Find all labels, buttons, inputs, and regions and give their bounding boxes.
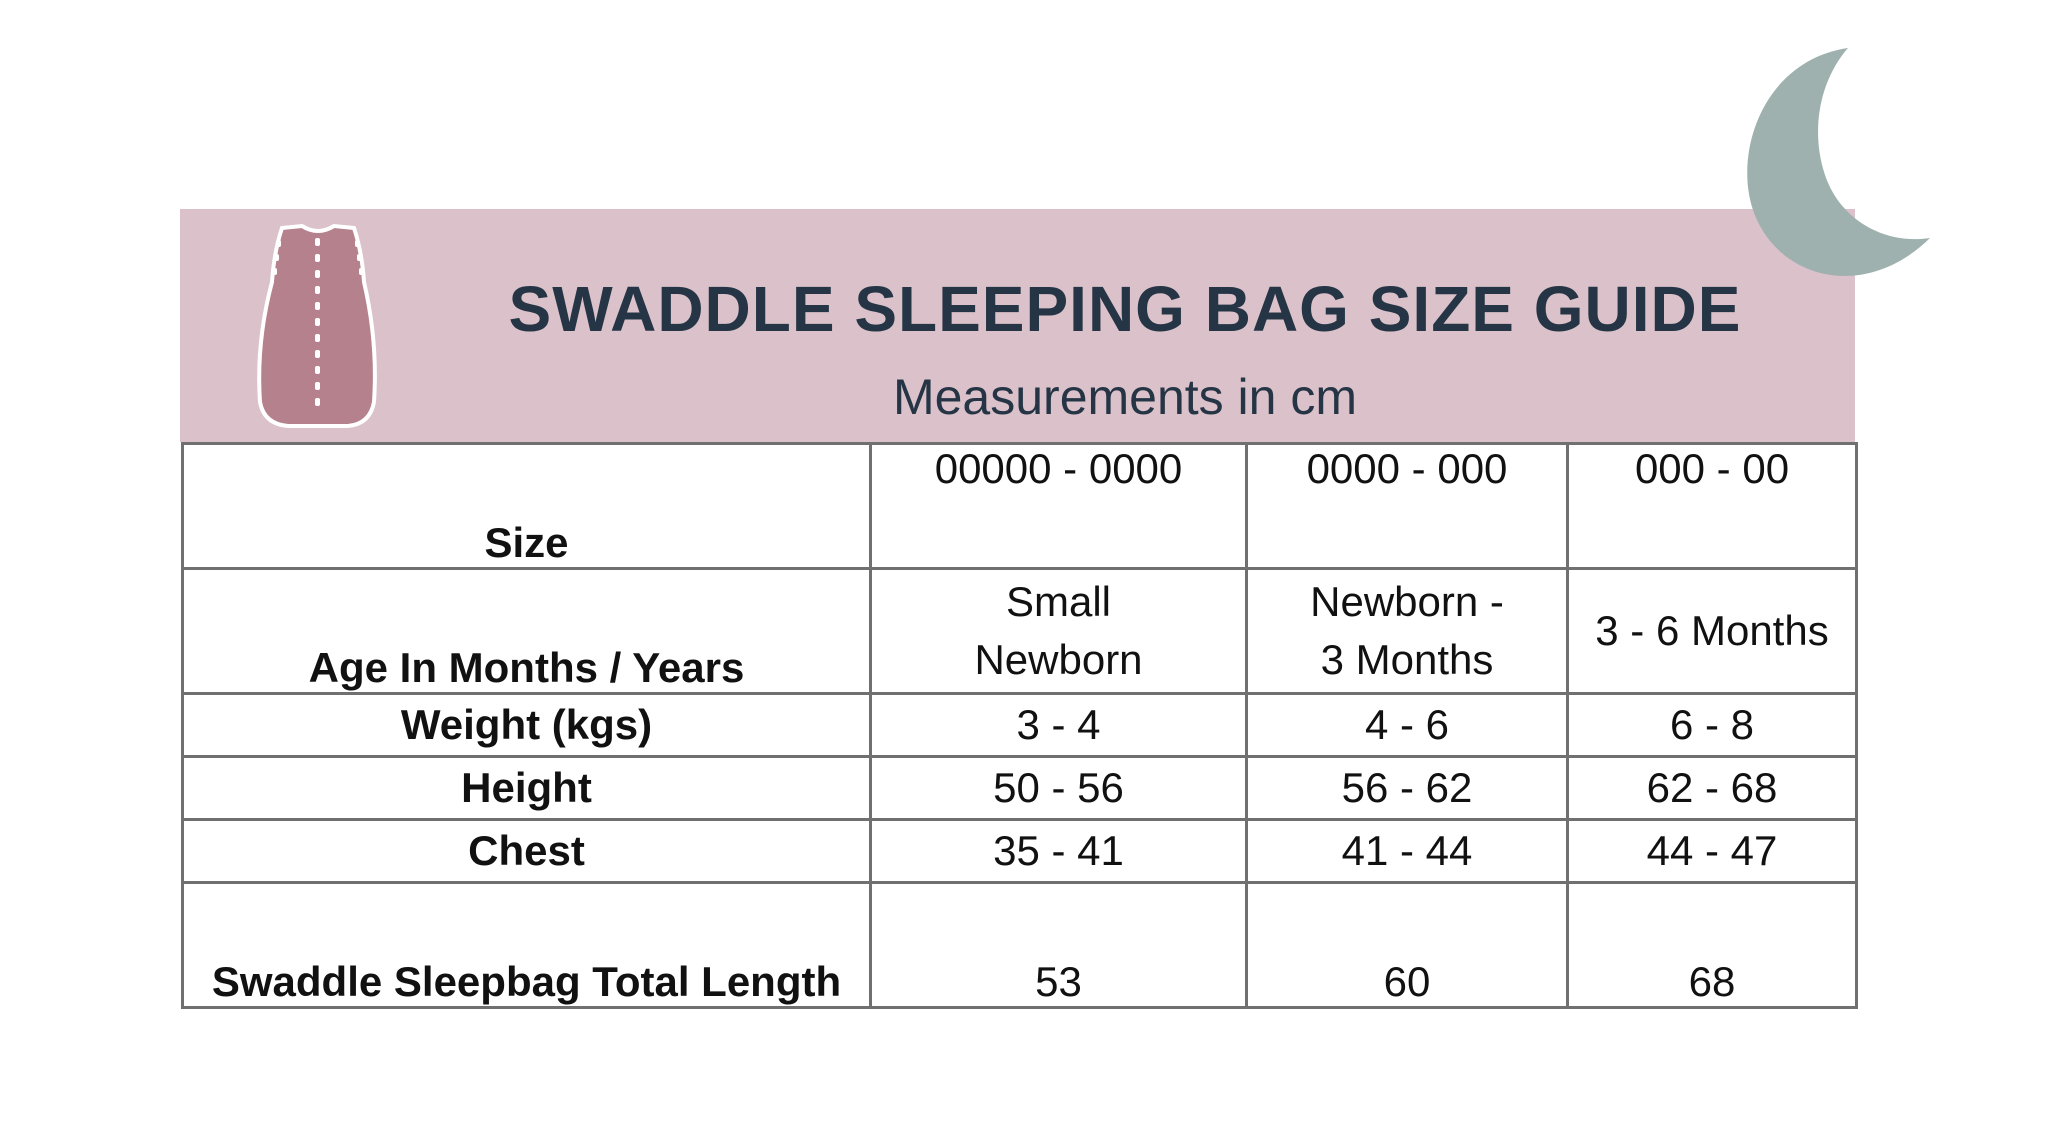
weight-cell: 3 - 4: [871, 694, 1247, 757]
age-line: 3 Months: [1320, 636, 1494, 683]
length-cell: 53: [871, 883, 1247, 1008]
weight-cell: 4 - 6: [1247, 694, 1568, 757]
crescent-moon-icon: [1725, 40, 1970, 285]
page-title: SWADDLE SLEEPING BAG SIZE GUIDE: [508, 273, 1742, 345]
row-label-height: Height: [183, 757, 871, 820]
length-cell: 68: [1568, 883, 1857, 1008]
weight-cell: 6 - 8: [1568, 694, 1857, 757]
height-cell: 62 - 68: [1568, 757, 1857, 820]
age-line: Newborn -: [1310, 578, 1504, 625]
row-label-age: Age In Months / Years: [183, 569, 871, 694]
age-cell: [871, 569, 1247, 694]
row-label-chest: Chest: [183, 820, 871, 883]
size-cell: 000 - 00: [1568, 444, 1857, 569]
age-line: Newborn: [974, 636, 1143, 683]
age-cell: [1247, 569, 1568, 694]
table-row-chest: [183, 820, 1857, 883]
table-row-length: [183, 883, 1857, 1008]
size-cell: 0000 - 000: [1247, 444, 1568, 569]
height-cell: 50 - 56: [871, 757, 1247, 820]
chest-cell: 41 - 44: [1247, 820, 1568, 883]
age-cell: [1568, 569, 1857, 694]
height-cell: 56 - 62: [1247, 757, 1568, 820]
row-label-size: Size: [183, 444, 871, 569]
chest-cell: 35 - 41: [871, 820, 1247, 883]
length-cell: 60: [1247, 883, 1568, 1008]
row-label-weight: Weight (kgs): [183, 694, 871, 757]
chest-cell: 44 - 47: [1568, 820, 1857, 883]
size-cell: 00000 - 0000: [871, 444, 1247, 569]
row-label-length: Swaddle Sleepbag Total Length: [183, 883, 871, 1008]
table-row-age: [183, 569, 1857, 694]
table-row-weight: [183, 694, 1857, 757]
page-subtitle: Measurements in cm: [892, 369, 1358, 425]
table-row-height: [183, 757, 1857, 820]
table-row-size: [183, 444, 1857, 569]
age-line: Small: [1005, 578, 1112, 625]
size-table: [181, 442, 1858, 1009]
age-line: 3 - 6 Months: [1595, 607, 1829, 654]
